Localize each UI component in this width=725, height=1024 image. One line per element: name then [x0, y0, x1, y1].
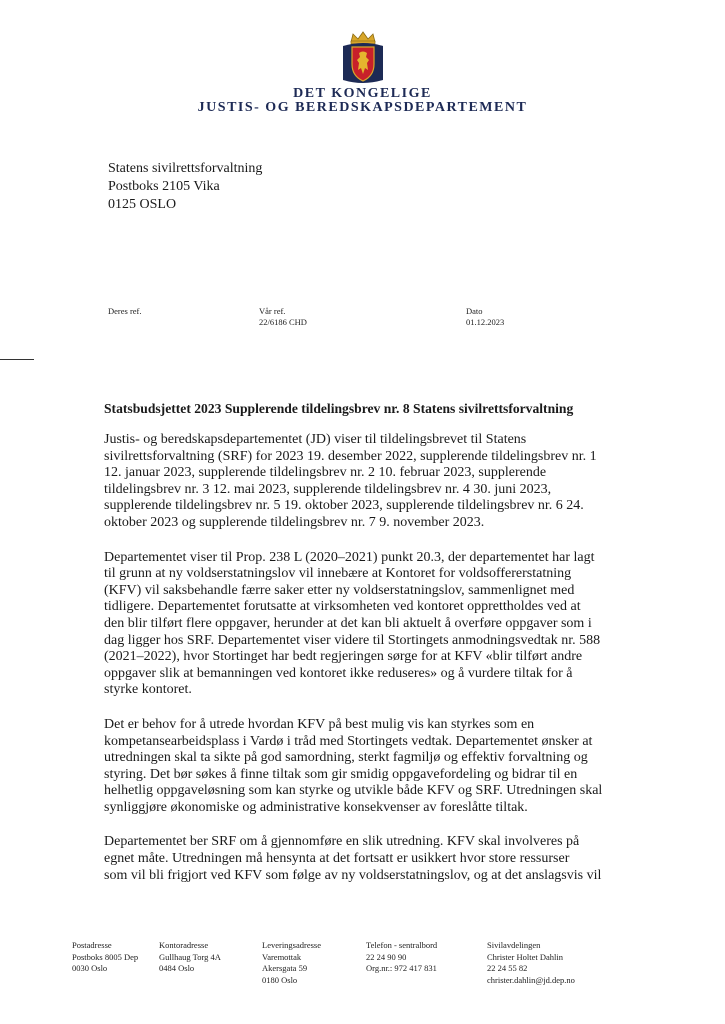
footer-line: Akersgata 59 [262, 963, 308, 973]
paragraph-line: dag ligger hos SRF. Departementet viser videre til Stortingets anmodningsvedtak nr. 588 [104, 632, 601, 648]
recipient-street: Postboks 2105 Vika [108, 179, 220, 194]
ref-deres-label: Deres ref. [108, 306, 142, 316]
body-paragraph [104, 834, 660, 884]
recipient-postal: 0125 OSLO [108, 197, 177, 212]
ref-dato-label: Dato [466, 306, 483, 316]
footer-line: 0180 Oslo [262, 974, 298, 985]
paragraph-line: Justis- og beredskapsdepartementet (JD) viser til tildelingsbrevet til Statens [104, 432, 527, 447]
body-paragraph [104, 550, 660, 699]
paragraph-line: tidligere. Departementet forutsatte at virksomheten ved kontoret opprettholdes ved at [104, 599, 581, 615]
footer-line: Varemottak [262, 951, 302, 962]
paragraph-line: helhetlig oppgaveløsning som kan styrke og utvikle både KFV og SRF. Utredningen skal [104, 783, 603, 799]
paragraph-line: tildelingsbrev nr. 3 12. mai 2023, supplerende tildelingsbrev nr. 4 30. juni 2023, [104, 481, 552, 497]
paragraph-line: supplerende tildelingsbrev nr. 5 19. oktober 2023, supplerende tildelingsbrev nr. 6 24. [104, 498, 584, 514]
paragraph-line: egnet måte. Utredningen må hensynta at det fortsatt er usikkert hvor store ressurser [104, 851, 570, 867]
paragraph-line: som vil bli frigjort ved KFV som følge av ny voldserstatningslov, og at det anslagsvis vil [104, 867, 602, 883]
ref-dato [466, 306, 504, 328]
paragraph-line: den blir tilført flere oppgaver, herunder at det kan bli aktuelt å overføre oppgaver som i [104, 615, 592, 631]
paragraph-line: (KFV) vil saksbehandle færre saker etter ny voldserstatningslov, sammenlignet med [104, 582, 575, 598]
letter-subject: Statsbudsjettet 2023 Supplerende tildelingsbrev nr. 8 Statens sivilrettsforvaltning [104, 401, 574, 416]
paragraph-line: sivilrettsforvaltning (SRF) for 2023 19. desember 2022, supplerende tildelingsbrev nr. 1 [104, 448, 597, 464]
footer-line: 0484 Oslo [159, 963, 195, 973]
department-name-line1: DET KONGELIGE [293, 86, 432, 101]
department-name-line2: JUSTIS- OG BEREDSKAPSDEPARTEMENT [197, 100, 528, 115]
footer-telefon [366, 940, 437, 975]
footer-line: Org.nr.: 972 417 831 [366, 963, 437, 973]
footer-line: 22 24 55 82 [487, 963, 528, 973]
footer-line: Postboks 8005 Dep [72, 951, 139, 962]
paragraph-line: utredningen skal ta sikte på god samordning, sterkt fagmiljø og effektiv forvaltning og [104, 750, 588, 766]
body-paragraph [104, 432, 660, 532]
paragraph-line: synliggjøre økonomiske og administrative konsekvenser av foreslåtte tiltak. [104, 799, 528, 815]
paragraph-line: Det er behov for å utrede hvordan KFV på best mulig vis kan styrkes som en [104, 716, 535, 732]
footer-line: 22 24 90 90 [366, 951, 407, 962]
footer-leveringsadresse [262, 940, 321, 986]
recipient-name: Statens sivilrettsforvaltning [108, 161, 263, 176]
footer-line: christer.dahlin@jd.dep.no [487, 974, 575, 985]
footer-line: Postadresse [72, 940, 112, 950]
paragraph-line: (2021–2022), hvor Stortinget har bedt regjeringen sørge for at KFV «blir tilført andre [104, 649, 583, 665]
footer-line: Christer Holtet Dahlin [487, 951, 564, 962]
paragraph-line: styrke kontoret. [104, 682, 192, 698]
footer-postadresse [72, 940, 138, 975]
ref-dato-value: 01.12.2023 [466, 317, 505, 327]
coat-of-arms-icon [339, 30, 387, 86]
fold-mark [0, 359, 34, 360]
footer-kontakt [487, 940, 575, 986]
ref-var-label: Vår ref. [259, 306, 286, 316]
footer-line: Sivilavdelingen [487, 940, 541, 950]
footer-line: Leveringsadresse [262, 940, 322, 950]
paragraph-line: 12. januar 2023, supplerende tildelingsbrev nr. 2 10. februar 2023, supplerende [104, 465, 547, 481]
ref-var-value: 22/6186 CHD [259, 317, 307, 327]
paragraph-line: kompetansearbeidsplass i Vardø i tråd med Stortingets vedtak. Departementet ønsker at [104, 733, 593, 749]
footer-kontoradresse [159, 940, 221, 975]
paragraph-line: styring. Det bør søkes å finne tiltak som gir smidig oppgavefordeling og bidrar til en [104, 766, 578, 782]
paragraph-line: oktober 2023 og supplerende tildelingsbrev nr. 7 9. november 2023. [104, 514, 485, 530]
paragraph-line: Departementet viser til Prop. 238 L (2020–2021) punkt 20.3, der departementet har lagt [104, 549, 595, 565]
ref-deres [108, 306, 142, 317]
footer-line: 0030 Oslo [72, 963, 108, 973]
footer-line: Telefon - sentralbord [366, 940, 438, 950]
paragraph-line: til grunn at ny voldserstatningslov vil innebære at Kontoret for voldsoffererstatning [104, 566, 572, 582]
paragraph-line: Departementet ber SRF om å gjennomføre en slik utredning. KFV skal involveres på [104, 834, 580, 850]
body-paragraph [104, 717, 660, 817]
footer-line: Kontoradresse [159, 940, 209, 950]
letter-body [104, 432, 660, 902]
footer-line: Gullhaug Torg 4A [159, 951, 221, 962]
ref-var [259, 306, 307, 328]
recipient-address [108, 160, 262, 214]
paragraph-line: oppgaver slik at bemanningen ved kontoret ikke reduseres» og å vurdere tiltak for å [104, 665, 573, 681]
